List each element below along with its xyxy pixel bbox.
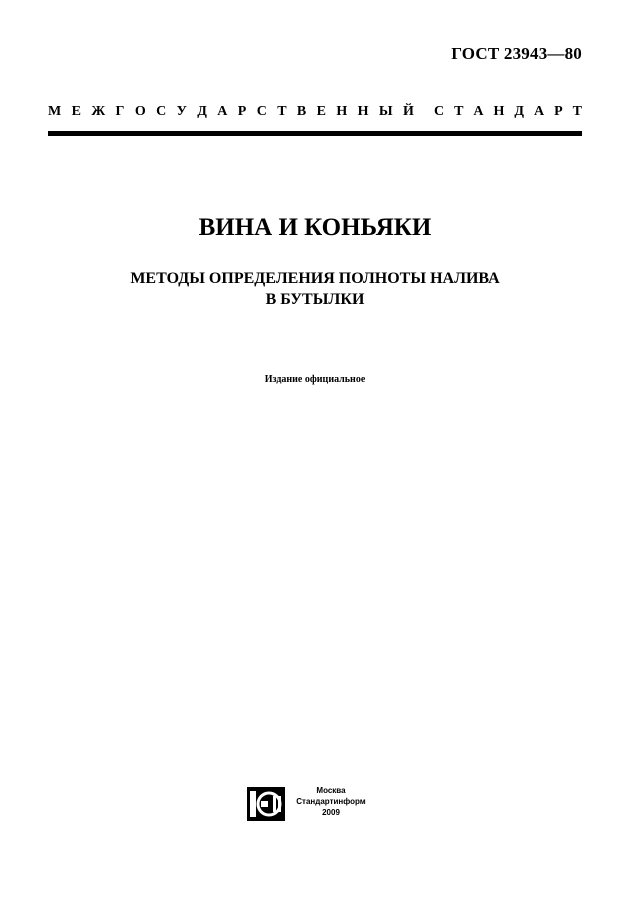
header-letter: Р xyxy=(237,104,247,119)
header-letter: М xyxy=(48,104,62,119)
header-letter: Р xyxy=(554,104,563,119)
header-letter: Н xyxy=(336,104,348,119)
header-letter: Ы xyxy=(378,104,393,119)
header-letter: О xyxy=(134,104,146,119)
header-letter: С xyxy=(434,104,445,119)
header-letter: Д xyxy=(514,104,524,119)
document-title: ВИНА И КОНЬЯКИ xyxy=(198,214,432,241)
header-letter: Й xyxy=(403,104,414,119)
header-letter: Д xyxy=(197,104,207,119)
subtitle-line-1: МЕТОДЫ ОПРЕДЕЛЕНИЯ ПОЛНОТЫ НАЛИВА xyxy=(130,270,500,287)
header-letter: Н xyxy=(493,104,505,119)
publisher-name: Стандартинформ xyxy=(296,797,366,806)
header-band xyxy=(48,102,582,122)
standard-number: ГОСТ 23943—80 xyxy=(451,44,582,63)
header-letter: Н xyxy=(357,104,369,119)
header-letter: В xyxy=(296,104,307,119)
header-letter: А xyxy=(473,104,484,119)
header-word-standard xyxy=(434,104,582,120)
header-rule xyxy=(48,131,582,136)
header-letter: У xyxy=(176,104,187,119)
subtitle-line-2: В БУТЫЛКИ xyxy=(265,291,365,308)
header-letter: А xyxy=(217,104,228,119)
publisher-imprint xyxy=(296,785,366,818)
publisher-year: 2009 xyxy=(322,808,340,817)
header-letter: Т xyxy=(572,104,582,119)
publisher-city: Москва xyxy=(316,786,346,795)
header-letter: Т xyxy=(277,104,287,119)
header-word-interstate xyxy=(48,104,414,120)
document-subtitle xyxy=(0,268,630,310)
header-letter: Т xyxy=(454,104,464,119)
header-letter: С xyxy=(256,104,267,119)
header-letter: А xyxy=(533,104,545,119)
header-letter: Г xyxy=(115,104,125,119)
header-letter: Ж xyxy=(91,104,106,119)
header-letter: Е xyxy=(316,104,326,119)
header-letter: С xyxy=(156,104,167,119)
header-letter: Е xyxy=(71,104,81,119)
edition-note: Издание официальное xyxy=(264,374,366,385)
standartinform-logo-icon xyxy=(247,787,285,821)
